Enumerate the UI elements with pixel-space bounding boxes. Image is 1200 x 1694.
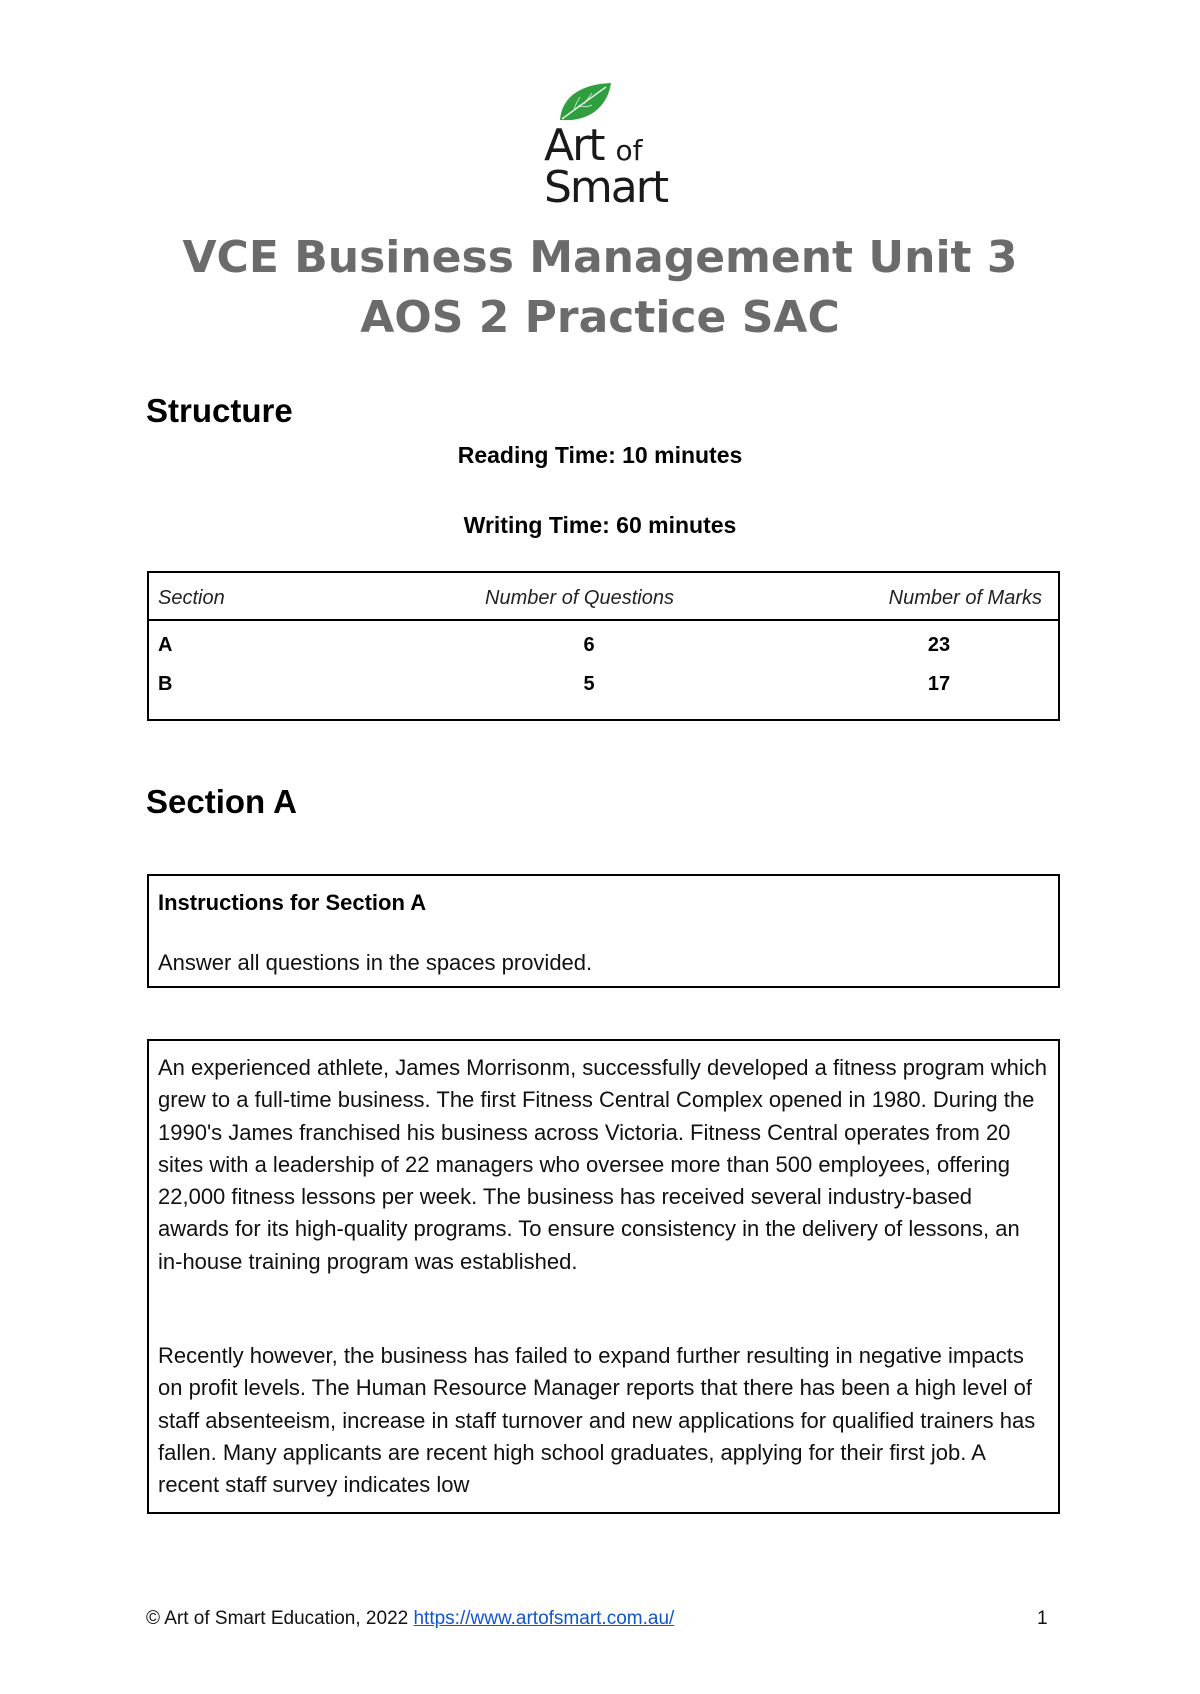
footer bbox=[146, 1607, 674, 1631]
instructions-text: Answer all questions in the spaces provided. bbox=[158, 950, 593, 975]
column-header-marks: Number of Marks bbox=[888, 587, 1042, 609]
document-title bbox=[0, 228, 1200, 348]
document-title-line-1: VCE Business Management Unit 3 bbox=[182, 232, 1018, 283]
table-header-row bbox=[149, 573, 1058, 621]
art-of-smart-logo bbox=[540, 82, 670, 212]
section-a-heading: Section A bbox=[146, 783, 297, 820]
structure-table bbox=[147, 571, 1060, 721]
logo-text-art: Art of bbox=[544, 120, 643, 171]
leaf-icon bbox=[556, 82, 614, 124]
reading-time: Reading Time: 10 minutes bbox=[457, 442, 743, 468]
column-header-questions: Number of Questions bbox=[485, 587, 674, 609]
column-header-section: Section bbox=[158, 587, 225, 609]
instructions-box bbox=[147, 874, 1060, 988]
footer-website-link[interactable]: https://www.artofsmart.com.au/ bbox=[413, 1608, 675, 1629]
table-cell-questions: 5 bbox=[583, 673, 595, 695]
instructions-title: Instructions for Section A bbox=[158, 890, 427, 915]
structure-heading: Structure bbox=[146, 392, 293, 429]
document-title-line-2: AOS 2 Practice SAC bbox=[360, 292, 840, 343]
writing-time: Writing Time: 60 minutes bbox=[463, 512, 737, 538]
table-cell-section: B bbox=[158, 673, 173, 695]
table-cell-questions: 6 bbox=[583, 634, 595, 656]
footer-copyright: © Art of Smart Education, 2022 bbox=[146, 1608, 409, 1629]
page-number: 1 bbox=[1037, 1608, 1048, 1629]
table-cell-section: A bbox=[158, 634, 173, 656]
table-cell-marks: 23 bbox=[927, 634, 951, 656]
logo-text-smart: Smart bbox=[544, 162, 668, 213]
logo-text-of: of bbox=[615, 134, 643, 167]
case-study-paragraph: An experienced athlete, James Morrisonm, successfully developed a fitness program which grew to a full-time business. The first Fitness Central Complex opened in 1980. During the 1990's James franchised his business across Victoria. Fitness Central operates from 20 sites with a leadership of 22 managers who oversee more than 500 employees, offering 22,000 fitness lessons per week. The business has received several industry-based awards for its high-quality programs. To ensure consistency in the delivery of lessons, an in-house training program was established. bbox=[158, 1055, 1047, 1274]
case-study-box bbox=[147, 1039, 1060, 1514]
table-cell-marks: 17 bbox=[927, 673, 951, 695]
case-study-paragraph: Recently however, the business has failed to expand further resulting in negative impacts on profit levels. The Human Resource Manager reports that there has been a high level of staff absenteeism, increase in staff turnover and new applications for qualified trainers has fallen. Many applicants are recent high school graduates, applying for their first job. A recent staff survey indicates low bbox=[158, 1343, 1036, 1498]
